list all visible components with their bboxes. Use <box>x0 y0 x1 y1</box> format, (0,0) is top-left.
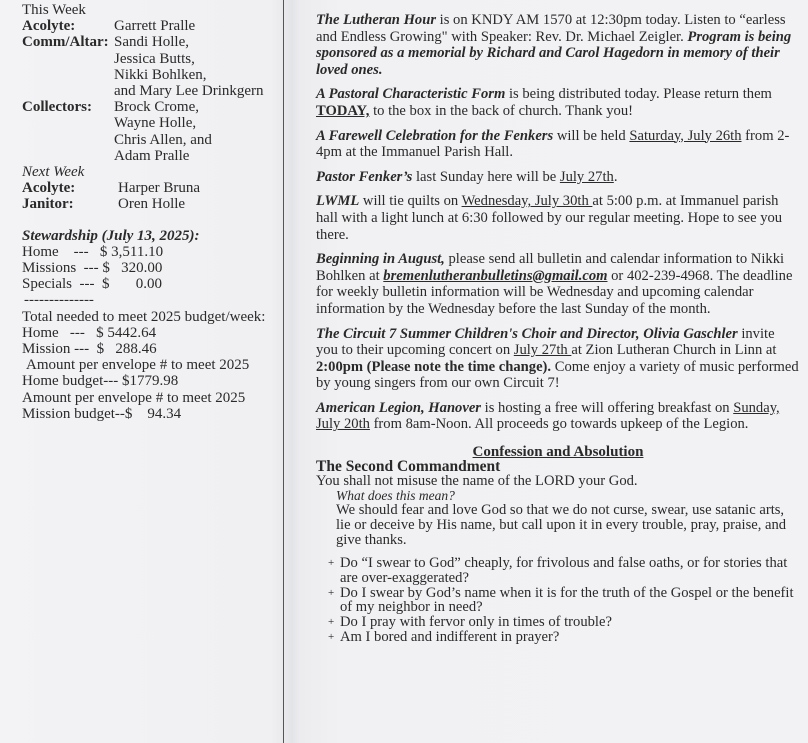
stewardship-row-missions <box>22 260 277 276</box>
announcement-title: American Legion, Hanover <box>316 399 481 416</box>
list-item <box>328 615 800 630</box>
janitor-row <box>22 196 277 212</box>
acolyte-value: Garrett Pralle <box>114 18 196 35</box>
announcement-title: A Pastoral Characteristic Form <box>316 86 506 103</box>
comm-altar-label: Comm/Altar: <box>22 34 109 51</box>
cross-bullet-icon: + <box>328 631 335 644</box>
announcement-text: invite you to their upcoming concert on <box>316 325 775 359</box>
announcement-text: will tie quilts on <box>359 193 462 210</box>
envelope-home-line1: Amount per envelope # to meet 2025 <box>26 357 250 374</box>
janitor-label: Janitor: <box>22 196 74 213</box>
announcement-text: is hosting a free will offering breakfast on <box>481 399 734 416</box>
comm-altar-row <box>22 34 277 99</box>
right-column <box>316 12 800 645</box>
envelope-mission-line2: Mission budget--$ 94.34 <box>22 405 182 422</box>
acolyte-row <box>22 18 277 34</box>
farewell-announcement <box>316 128 800 161</box>
question-text: Do I pray with fervor only in times of trouble? <box>340 614 612 631</box>
budget-amount: $ 288.46 <box>96 341 157 358</box>
announcement-text: from 2-4pm at the Immanuel Parish Hall. <box>316 127 790 161</box>
today-emphasis: TODAY, <box>316 102 370 119</box>
announcement-title: The Lutheran Hour <box>316 12 437 28</box>
next-acolyte-value: Harper Bruna <box>118 180 201 197</box>
comm-altar-value: and Mary Lee Drinkgern <box>114 83 264 100</box>
event-date: Wednesday, July 30th <box>461 193 593 210</box>
stewardship-label: Missions --- <box>22 260 103 277</box>
catechism-meaning: We should fear and love God so that we do not curse, swear, use satanic arts, lie or deceive by His name, but call upon it in every trouble, pray, praise, and give thanks. <box>336 502 787 549</box>
collector-value: Adam Pralle <box>114 147 190 164</box>
question-text: Am I bored and indifferent in prayer? <box>340 629 560 646</box>
stewardship-amount: $ 3,511.10 <box>99 243 164 260</box>
pastor-last-sunday-announcement <box>316 169 800 186</box>
announcement-text: to the box in the back of church. Thank you! <box>369 102 633 119</box>
collectors-label: Collectors: <box>22 99 92 116</box>
announcement-title: The Circuit 7 Summer Children's Choir and Director, Olivia Gaschler <box>316 325 738 342</box>
event-date: July 27th <box>559 168 614 185</box>
envelope-home-line2: Home budget--- $1779.98 <box>22 373 179 390</box>
event-time: 2:00pm (Please note the time change). <box>316 358 552 375</box>
list-item <box>328 556 800 586</box>
comm-altar-value: Nikki Bohlken, <box>114 66 207 83</box>
legion-announcement <box>316 400 800 433</box>
comm-altar-value: Sandi Holle, <box>114 34 189 51</box>
august-announcement <box>316 251 800 317</box>
stewardship-row-home <box>22 244 277 260</box>
budget-amount: $ 5442.64 <box>96 324 157 341</box>
announcement-title: LWML <box>316 193 360 210</box>
announcement-text: is on KNDY AM 1570 at 12:30pm today. Listen to “earless and Endless Growing" with Speaker: Rev. Dr. Michael Zeigler. <box>316 12 786 45</box>
announcement-text: at Zion Lutheran Church in Linn at <box>571 342 777 359</box>
choir-announcement <box>316 326 800 392</box>
this-week-heading: This Week <box>22 2 86 18</box>
examination-questions <box>316 556 800 645</box>
list-item <box>328 586 800 616</box>
collector-value: Wayne Holle, <box>114 115 197 132</box>
event-date: Sunday, July 20th <box>316 399 780 433</box>
announcement-text: . <box>613 168 618 185</box>
acolyte-label: Acolyte: <box>22 18 76 35</box>
announcement-text: please send all bulletin and calendar information to Nikki Bohlken at <box>316 251 785 284</box>
stewardship-label: Specials --- <box>22 276 102 293</box>
envelope-mission-line1: Amount per envelope # to meet 2025 <box>22 389 246 406</box>
stewardship-amount: $ 0.00 <box>101 276 162 293</box>
announcement-text: from 8am-Noon. All proceeds go towards upkeep of the Legion. <box>369 416 749 433</box>
stewardship-row-specials <box>22 276 277 292</box>
budget-row-home <box>22 325 277 341</box>
stewardship-label: Home --- <box>22 243 100 260</box>
sponsor-text: Program is being sponsored as a memorial by Richard and Carol Hagedorn in memory of their loved ones. <box>316 28 792 78</box>
announcement-text: Come enjoy a variety of music performed by young singers from our own Circuit 7! <box>316 358 799 392</box>
budget-label: Home --- <box>22 324 97 341</box>
question-text: Do I swear by God’s name when it is for the truth of the Gospel or the benefit of my neighbor in need? <box>340 584 794 616</box>
event-date: July 27th <box>513 342 572 359</box>
announcement-text: at 5:00 p.m. at Immanuel parish hall with a light lunch at 6:30 followed by our regular meeting. Hope to see you there. <box>316 193 783 243</box>
collector-value: Chris Allen, and <box>114 131 212 148</box>
announcement-title: A Farewell Celebration for the Fenkers <box>316 127 554 144</box>
announcement-title: Beginning in August, <box>316 251 445 268</box>
column-divider <box>283 0 284 743</box>
comm-altar-value: Jessica Butts, <box>114 50 195 67</box>
stewardship-amount: $ 320.00 <box>102 260 163 277</box>
question-text: Do “I swear to God” cheaply, for frivolous and false oaths, or for stories that are over-exaggerated? <box>340 555 788 586</box>
lwml-announcement <box>316 193 800 243</box>
cross-bullet-icon: + <box>328 616 335 629</box>
commandment-text: You shall not misuse the name of the LORD your God. <box>316 473 638 490</box>
next-acolyte-row <box>22 180 277 196</box>
confession-section-title: Confession and Absolution <box>472 444 644 461</box>
email-link[interactable]: bremenlutheranbulletins@gmail.com <box>383 267 608 284</box>
budget-label: Mission --- <box>22 341 97 358</box>
announcement-text: last Sunday here will be <box>412 168 560 185</box>
commandment-title: The Second Commandment <box>316 458 501 476</box>
stewardship-heading: Stewardship (July 13, 2025): <box>22 227 200 244</box>
list-item <box>328 630 800 645</box>
janitor-value: Oren Holle <box>118 196 186 213</box>
collectors-row <box>22 99 277 164</box>
budget-row-mission <box>22 341 277 357</box>
announcement-title: Pastor Fenker’s <box>316 168 413 185</box>
separator: -------------- <box>24 292 94 309</box>
lutheran-hour-announcement <box>316 12 800 78</box>
left-column <box>22 2 277 422</box>
pastoral-form-announcement <box>316 86 800 119</box>
catechism-question: What does this mean? <box>336 488 455 504</box>
next-acolyte-label: Acolyte: <box>22 180 76 197</box>
collector-value: Brock Crome, <box>114 99 199 116</box>
budget-heading: Total needed to meet 2025 budget/week: <box>22 308 266 325</box>
announcement-text: will be held <box>553 127 630 144</box>
cross-bullet-icon: + <box>328 557 335 570</box>
next-week-heading: Next Week <box>22 164 85 181</box>
cross-bullet-icon: + <box>328 586 335 599</box>
event-date: Saturday, July 26th <box>629 127 742 144</box>
announcement-text: or 402-239-4968. The deadline for weekly bulletin information will be Wednesday and upcoming calendar information by the Wednesday before the last Sunday of the month. <box>316 267 793 317</box>
announcement-text: is being distributed today. Please return them <box>505 86 772 103</box>
